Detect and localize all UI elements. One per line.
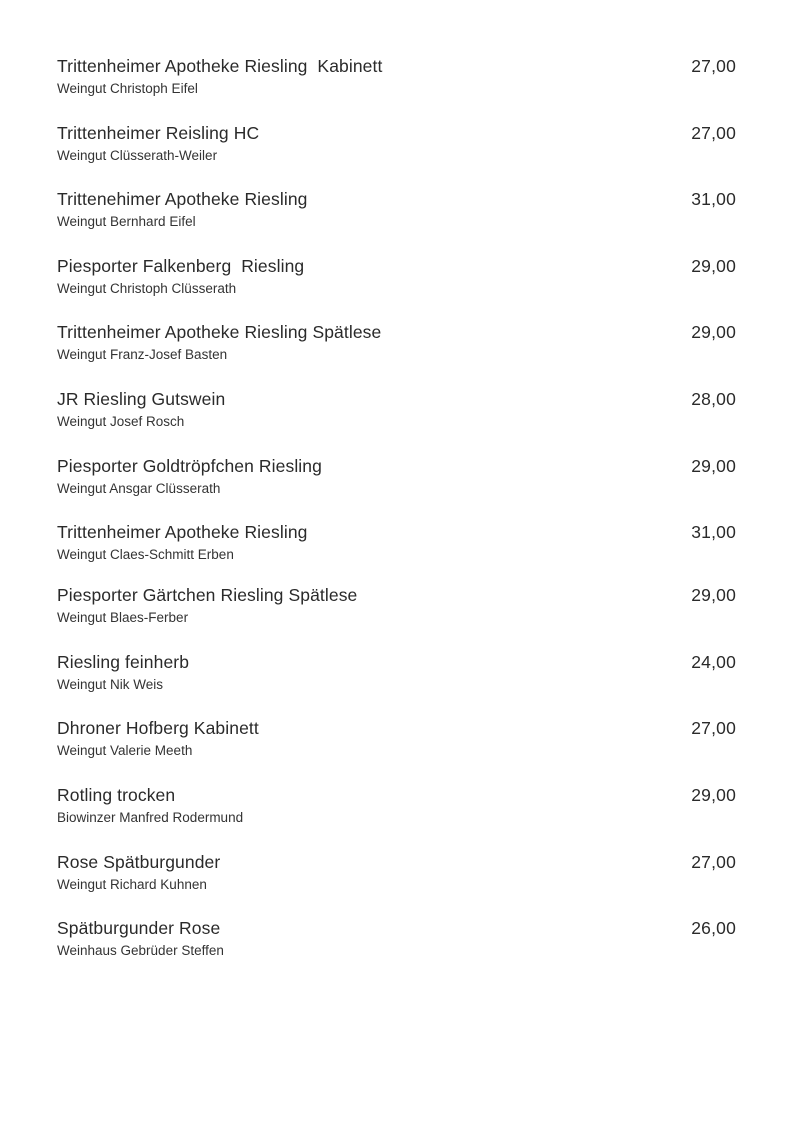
wine-name: Riesling feinherb — [57, 651, 190, 672]
wine-price: 29,00 — [691, 255, 736, 276]
winery-name: Weingut Christoph Eifel — [57, 81, 198, 96]
wine-name: Rotling trocken — [57, 784, 176, 805]
wine-price: 28,00 — [691, 388, 736, 409]
wine-item — [57, 850, 736, 917]
wine-item — [57, 387, 736, 454]
winery-name: Weingut Franz-Josef Basten — [57, 347, 228, 363]
wine-name: Trittenehimer Apotheke Riesling — [57, 189, 308, 210]
wine-name: Trittenheimer Apotheke Riesling — [57, 522, 308, 543]
wine-item — [57, 187, 736, 254]
wine-price: 29,00 — [691, 322, 736, 343]
wine-name: JR Riesling Gutswein — [57, 388, 226, 409]
winery-name: Weingut Valerie Meeth — [57, 743, 193, 759]
winery-name: Weingut Richard Kuhnen — [57, 876, 207, 892]
wine-price: 27,00 — [691, 718, 736, 739]
wine-price: 29,00 — [691, 585, 736, 606]
wine-item — [57, 650, 736, 717]
winery-name: Weingut Bernhard Eifel — [57, 214, 196, 230]
wine-item — [57, 454, 736, 521]
wine-item — [57, 320, 736, 387]
winery-name: Weingut Nik Weis — [57, 676, 164, 692]
wine-price: 27,00 — [691, 56, 736, 76]
wine-name: Rose Spätburgunder — [57, 851, 221, 872]
wine-name: Trittenheimer Apotheke Riesling Spätlese — [57, 322, 382, 343]
wine-item — [57, 583, 736, 650]
wine-name: Spätburgunder Rose — [57, 918, 221, 939]
wine-item — [57, 783, 736, 850]
wine-price: 26,00 — [691, 918, 736, 939]
wine-item — [57, 916, 736, 983]
winery-name: Weingut Josef Rosch — [57, 413, 185, 429]
wine-price: 27,00 — [691, 851, 736, 872]
wine-item — [57, 121, 736, 188]
wine-item — [57, 254, 736, 321]
winery-name: Weingut Ansgar Clüsserath — [57, 480, 221, 496]
winery-name: Weingut Blaes-Ferber — [57, 610, 189, 626]
winery-name: Weinhaus Gebrüder Steffen — [57, 943, 224, 959]
wine-item — [57, 54, 736, 121]
wine-price: 29,00 — [691, 455, 736, 476]
wine-name: Piesporter Falkenberg Riesling — [57, 255, 305, 276]
wine-name: Dhroner Hofberg Kabinett — [57, 718, 259, 739]
wine-name: Piesporter Goldtröpfchen Riesling — [57, 455, 322, 476]
wine-price: 27,00 — [691, 122, 736, 143]
wine-price: 29,00 — [691, 784, 736, 805]
wine-price: 31,00 — [691, 189, 736, 210]
wine-item — [57, 520, 736, 583]
wine-item — [57, 716, 736, 783]
winery-name: Weingut Clüsserath-Weiler — [57, 147, 218, 163]
wine-price: 31,00 — [691, 522, 736, 543]
wine-name: Trittenheimer Apotheke Riesling Kabinett — [57, 56, 383, 76]
winery-name: Weingut Christoph Clüsserath — [57, 280, 237, 296]
wine-name: Piesporter Gärtchen Riesling Spätlese — [57, 585, 358, 606]
wine-list — [57, 54, 736, 983]
winery-name: Biowinzer Manfred Rodermund — [57, 809, 244, 825]
winery-name: Weingut Claes-Schmitt Erben — [57, 547, 234, 563]
wine-name: Trittenheimer Reisling HC — [57, 122, 260, 143]
wine-price: 24,00 — [691, 651, 736, 672]
